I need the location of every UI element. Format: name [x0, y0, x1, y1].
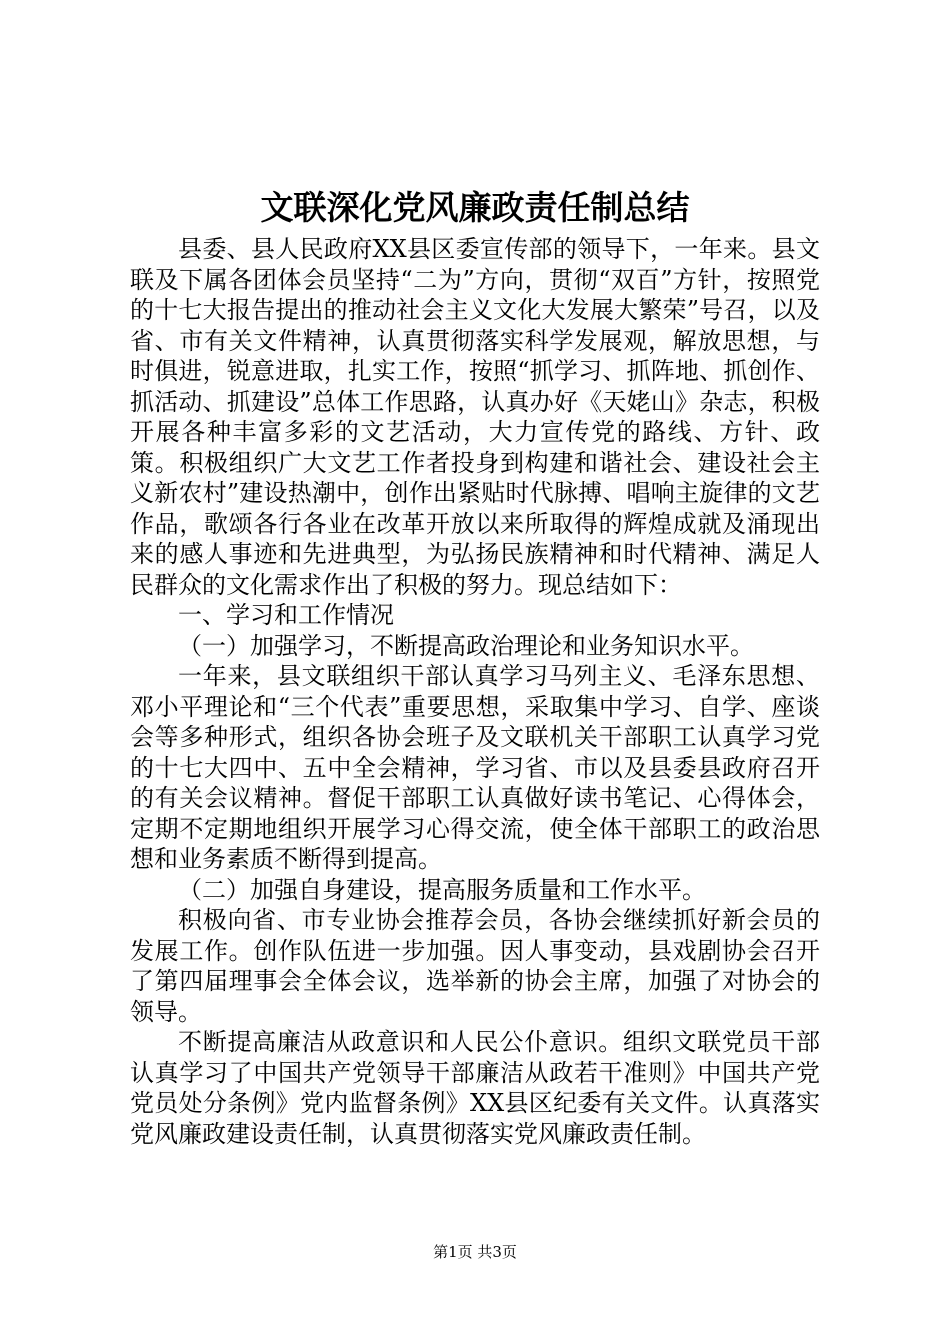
subsection-heading-1: （一）加强学习，不断提高政治理论和业务知识水平。: [178, 631, 754, 660]
subsection-heading-2: （二）加强自身建设，提高服务质量和工作水平。: [178, 875, 706, 904]
document-title: 文联深化党风廉政责任制总结: [260, 188, 690, 227]
page-footer: 第1页 共3页: [433, 1243, 517, 1261]
document-body: [130, 234, 820, 1149]
paragraph-integrity: 不断提高廉洁从政意识和人民公仆意识。组织文联党员干部认真学习了中国共产党领导干部廉洁从政若干准则》中国共产党党员处分条例》党内监督条例》XX县区纪委有关文件。认真落实党风廉政建设责任制，认真贯彻落实党风廉政责任制。: [130, 1028, 820, 1148]
paragraph-members: 积极向省、市专业协会推荐会员，各协会继续抓好新会员的发展工作。创作队伍进一步加强。因人事变动，县戏剧协会召开了第四届理事会全体会议，选举新的协会主席，加强了对协会的领导。: [130, 906, 820, 1026]
section-heading: 一、学习和工作情况: [178, 601, 394, 629]
paragraph-study: 一年来，县文联组织干部认真学习马列主义、毛泽东思想、邓小平理论和“三个代表”重要思想，采取集中学习、自学、座谈会等多种形式，组织各协会班子及文联机关干部职工认真学习党的十七大四中、五中全会精神，学习省、市以及县委县政府召开的有关会议精神。督促干部职工认真做好读书笔记、心得体会，定期不定期地组织开展学习心得交流，使全体干部职工的政治思想和业务素质不断得到提高。: [130, 662, 820, 873]
paragraph-intro: 县委、县人民政府XX县区委宣传部的领导下，一年来。县文联及下属各团体会员坚持“二为”方向，贯彻“双百”方针，按照党的十七大报告提出的推动社会主义文化大发展大繁荣”号召，以及省、市有关文件精神，认真贯彻落实科学发展观，解放思想，与时俱进，锐意进取，扎实工作，按照“抓学习、抓阵地、抓创作、抓活动、抓建设”总体工作思路，认真办好《天姥山》杂志，积极开展各种丰富多彩的文艺活动，大力宣传党的路线、方针、政策。积极组织广大文艺工作者投身到构建和谐社会、建设社会主义新农村”建设热潮中，创作出紧贴时代脉搏、唱响主旋律的文艺作品，歌颂各行各业在改革开放以来所取得的辉煌成就及涌现出来的感人事迹和先进典型，为弘扬民族精神和时代精神、满足人民群众的文化需求作出了积极的努力。现总结如下：: [130, 235, 820, 599]
